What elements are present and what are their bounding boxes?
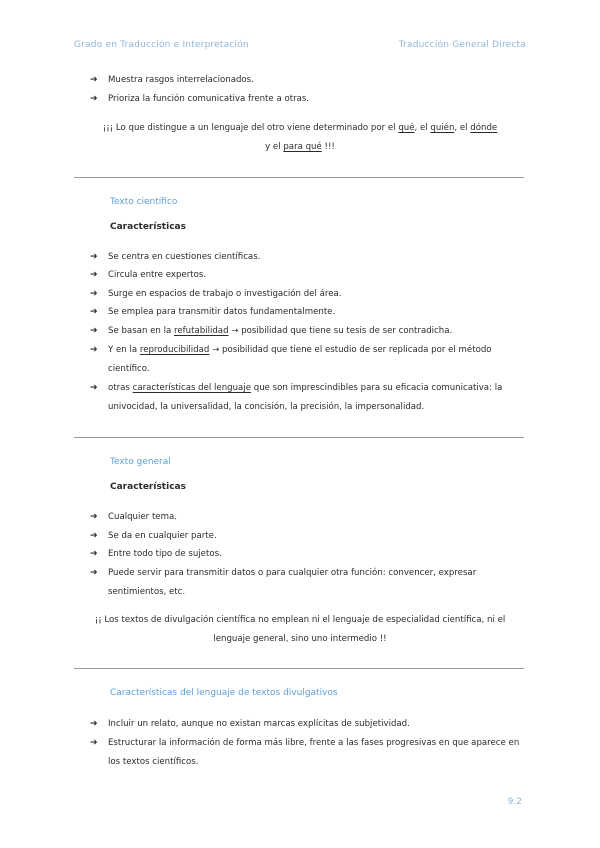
note-lenguaje: ¡¡¡ Lo que distingue a un lenguaje del otro viene determinado por el qué, el quién, el dónde y el para qué !!! [102, 123, 498, 152]
list-item: ➔ Incluir un relato, aunque no existan marcas explícitas de subjetividad. [90, 715, 530, 734]
divider [74, 437, 524, 438]
header-right: Traducción General Directa [398, 40, 526, 50]
list-item: ➔ Se da en cualquier parte. [90, 527, 530, 546]
arrow-right-icon: ➔ [90, 345, 98, 355]
list-item: ➔ Se centra en cuestiones científicas. [90, 248, 530, 267]
list-item: ➔ Surge en espacios de trabajo o investigación del área. [90, 285, 530, 304]
arrow-right-icon: ➔ [90, 531, 98, 541]
subtitle-caracteristicas: Características [110, 482, 186, 492]
arrow-right-icon: ➔ [90, 252, 98, 262]
section-title-cientifico: Texto científico [110, 197, 178, 207]
arrow-right-icon: ➔ [90, 326, 98, 336]
list-item: ➔ Se basan en la refutabilidad → posibilidad que tiene su tesis de ser contradicha. [90, 322, 530, 341]
list-item: ➔ Se emplea para transmitir datos fundamentalmente. [90, 303, 530, 322]
subtitle-caracteristicas: Características [110, 222, 186, 232]
list-item: ➔ Prioriza la función comunicativa frente a otras. [90, 90, 530, 109]
list-item: ➔ otras características del lenguaje que son imprescindibles para su eficacia comunicativa: la univocidad, la universalidad, la concisión, la precisión, la impersonalidad. [90, 379, 530, 417]
arrow-right-icon: ➔ [90, 270, 98, 280]
arrow-right-icon: ➔ [90, 512, 98, 522]
list-item: ➔ Entre todo tipo de sujetos. [90, 545, 530, 564]
divider [74, 177, 524, 178]
page-number: 9.2 [507, 797, 522, 807]
list-item: ➔ Puede servir para transmitir datos o para cualquier otra función: convencer, expresar sentimientos, etc. [90, 564, 530, 602]
arrow-right-icon: ➔ [90, 738, 98, 748]
list-item: ➔ Estructurar la información de forma más libre, frente a las fases progresivas en que aparece en los textos científicos. [90, 734, 530, 772]
arrow-right-icon: ➔ [90, 568, 98, 578]
section-title-divulgativos: Características del lenguaje de textos divulgativos [110, 688, 338, 698]
list-item: ➔ Y en la reproducibilidad → posibilidad que tiene el estudio de ser replicada por el método científico. [90, 341, 530, 379]
arrow-right-icon: ➔ [90, 383, 98, 393]
note-divulgacion: ¡¡ Los textos de divulgación científica no emplean ni el lenguaje de especialidad científica, ni el lenguaje general, sino uno intermedio !! [94, 615, 506, 644]
arrow-right-icon: ➔ [90, 289, 98, 299]
divider [74, 668, 524, 669]
arrow-right-icon: ➔ [90, 719, 98, 729]
header-left: Grado en Traducción e Interpretación [74, 40, 249, 50]
list-item: ➔ Circula entre expertos. [90, 266, 530, 285]
list-item: ➔ Cualquier tema. [90, 508, 530, 527]
arrow-right-icon: ➔ [90, 307, 98, 317]
section-title-general: Texto general [110, 457, 171, 467]
list-item: ➔ Muestra rasgos interrelacionados. [90, 71, 530, 90]
arrow-right-icon: ➔ [90, 94, 98, 104]
arrow-right-icon: ➔ [90, 75, 98, 85]
arrow-right-icon: ➔ [90, 549, 98, 559]
